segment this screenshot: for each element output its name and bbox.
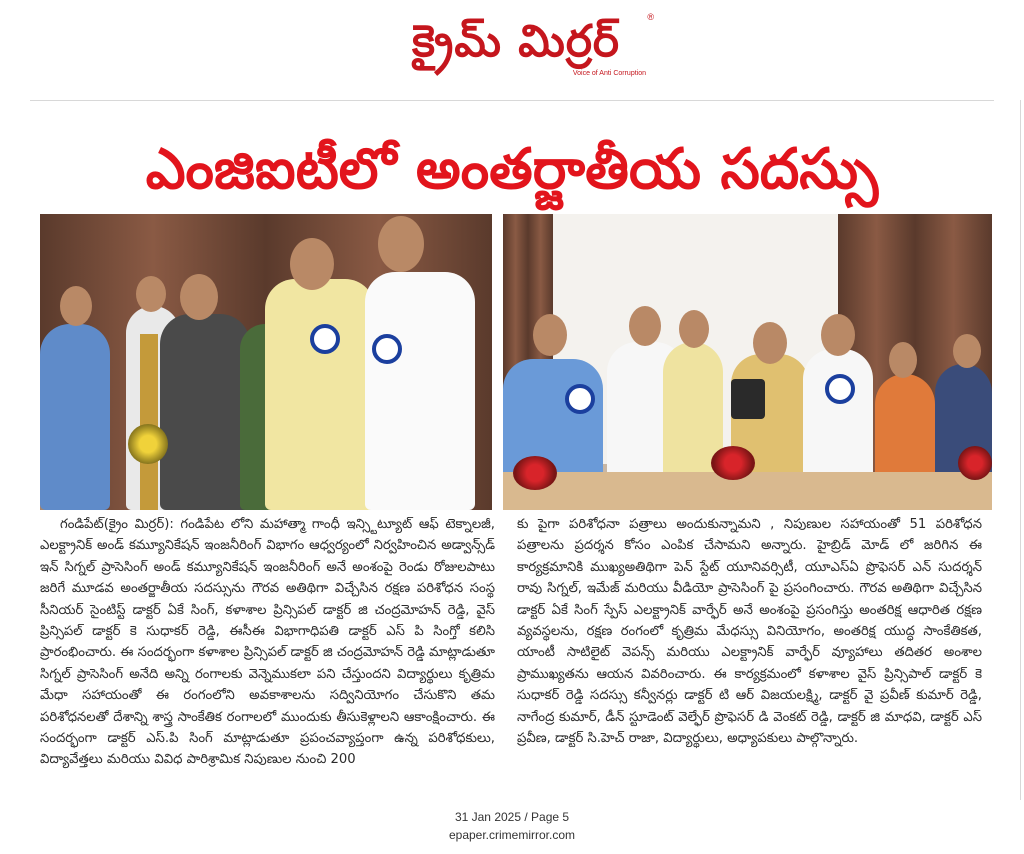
photo-lamp-lighting[interactable]: [40, 214, 492, 510]
memento-plaque: [731, 379, 765, 419]
person-figure: [265, 279, 375, 510]
person-head: [953, 334, 981, 368]
masthead-logo[interactable]: [372, 12, 660, 92]
rosette-badge: [825, 374, 855, 404]
masthead-tagline: Voice of Anti Corruption: [572, 70, 646, 77]
article-headline: ఎంజిఐటీలో అంతర్జాతీయ సదస్సు: [145, 137, 879, 202]
flower-garland: [128, 424, 168, 464]
article-body: [40, 514, 984, 794]
person-head: [378, 216, 424, 272]
masthead-title: క్రైమ్ మిర్రర్: [411, 16, 621, 67]
person-head: [290, 238, 334, 290]
person-figure: [40, 324, 110, 510]
rosette-badge: [372, 334, 402, 364]
person-head: [821, 314, 855, 356]
person-figure: [365, 272, 475, 510]
article-column-right: కు పైగా పరిశోధనా పత్రాలు అందుకున్నామని , నిపుణుల సహాయంతో 51 పరిశోధన పత్రాలను ప్రదర్శన కోసం ఎంపిక చేసామని అన్నారు. హైబ్రిడ్ మోడ్ లో జరిగిన ఈ కార్యక్రమానికి ముఖ్యఅతిథిగా పెన్ స్టేట్ యూనివర్సిటీ, యూఎస్ఏ ప్రొఫెసర్ ఎన్ సుదర్శన్ రావు సిగ్నల్, ఇమేజ్ మరియు వీడియో ప్రాసెసింగ్ పై ప్రసంగించారు. గౌరవ అతిథిగా విచ్చేసిన డాక్టర్ ఏకే సింగ్ స్పేస్ ఎలక్ట్రానిక్ వార్ఫేర్ అనే అంశంపై ప్రసంగిస్తు అంతరిక్ష ఆధారిత రక్షణ వ్యవస్థలను, రక్షణ రంగంలో కృత్రిమ మేధస్సు వినియోగం, అంతరిక్ష యుద్ధ సాంకేతికత, యాంటీ సాటిలైట్ వెపన్స్ మరియు ఎలక్ట్రానిక్ వార్ఫేర్ వ్యూహాలు తదితర అంశాల ప్రాముఖ్యతను ఆయన వివరించారు. ఈ కార్యక్రమంలో కళాశాల వైస్ ప్రిన్సిపాల్ డాక్టర్ కె సుధాకర్ రెడ్డి సదస్సు కన్వీనర్లు డాక్టర్ టి ఆర్ విజయలక్ష్మి, డాక్టర్ వై ప్రవీణ్ కుమార్ రెడ్డి, నాగేంద్ర కుమార్, డీన్ స్టూడెంట్ వెల్ఫేర్ ప్రొఫెసర్ డి వెంకట్ రెడ్డి, డాక్టర్ జి మాధవి, డాక్టర్ ఎస్ ప్రవీణ, డాక్టర్ సి.హెచ్ రాజా, విద్యార్థులు, అధ్యాపకులు పాల్గొన్నారు.: [517, 517, 982, 747]
person-head: [629, 306, 661, 346]
photo-memento-presentation[interactable]: [503, 214, 992, 510]
flower-bouquet: [711, 446, 755, 480]
person-head: [136, 276, 166, 312]
epaper-url[interactable]: epaper.crimemirror.com: [448, 828, 576, 842]
rosette-badge: [565, 384, 595, 414]
dais-table: [503, 472, 992, 510]
article-column-left: గండిపేట్(క్రైం మిర్రర్): గండిపేట లోని మహాత్మా గాంధీ ఇన్స్టిట్యూట్ ఆఫ్ టెక్నాలజీ, ఎలక్ట్రానిక్ అండ్ కమ్యూనికేషన్ ఇంజనీరింగ్ విభాగం ఆధ్వర్యంలో నిర్వహించిన అడ్వాన్స్‌డ్ ఇన్ సిగ్నల్ ప్రాసెసింగ్ అండ్ కమ్యూనికేషన్ ఇంజనీరింగ్ అనే అంశంపై రెండు రోజులపాటు జరిగే మూడవ అంతర్జాతీయ సదస్సును గౌరవ అతిథిగా విచ్చేసిన రక్షణ పరిశోధన సంస్థ సీనియర్ సైంటిస్ట్ డాక్టర్ ఏకే సింగ్, కళాశాల ప్రిన్సిపల్ డాక్టర్ జి చంద్రమోహన్ రెడ్డి, వైస్ ప్రిన్సిపల్ డాక్టర్ కె సుధాకర్ రెడ్డి, ఈసీఈ విభాగాధిపతి డాక్టర్ ఎస్ పి సింగ్తో కలిసి ప్రారంభించారు. ఈ సందర్భంగా కళాశాల ప్రిన్సిపల్ డాక్టర్ జి చంద్రమోహన్ రెడ్డి మాట్లాడుతూ సిగ్నల్ ప్రాసెసింగ్ అనేది అన్ని రంగాలకు వెన్నెముకలా పని చేస్తుందని విద్యార్థులు కృత్రిమ మేధా సహాయంతో ఈ రంగంలోని అవకాశాలను సద్వినియోగం చేసుకొని తమ పరిశోధనలతో దేశాన్ని శాస్త్ర సాంకేతిక రంగాలలో ముందుకు తీసుకెళ్లాలని ఆకాంక్షించారు. ఈ సందర్భంగా డాక్టర్ ఎస్.పి సింగ్ మాట్లాడుతూ ప్రపంచవ్యాప్తంగా ఉన్న పరిశోధకులు, విద్యావేత్తలు మరియు వివిధ పారిశ్రామిక నిపుణుల నుంచి 200: [40, 517, 495, 768]
registered-mark: ®: [647, 12, 654, 22]
page-info: 31 Jan 2025 / Page 5: [454, 810, 570, 824]
person-head: [679, 310, 709, 348]
brass-lamp: [140, 334, 158, 510]
top-rule: [30, 100, 994, 101]
person-head: [60, 286, 92, 326]
flower-bouquet: [958, 446, 992, 480]
flower-bouquet: [513, 456, 557, 490]
rosette-badge: [310, 324, 340, 354]
person-figure: [160, 314, 250, 510]
person-head: [533, 314, 567, 356]
person-head: [753, 322, 787, 364]
person-head: [889, 342, 917, 378]
person-head: [180, 274, 218, 320]
